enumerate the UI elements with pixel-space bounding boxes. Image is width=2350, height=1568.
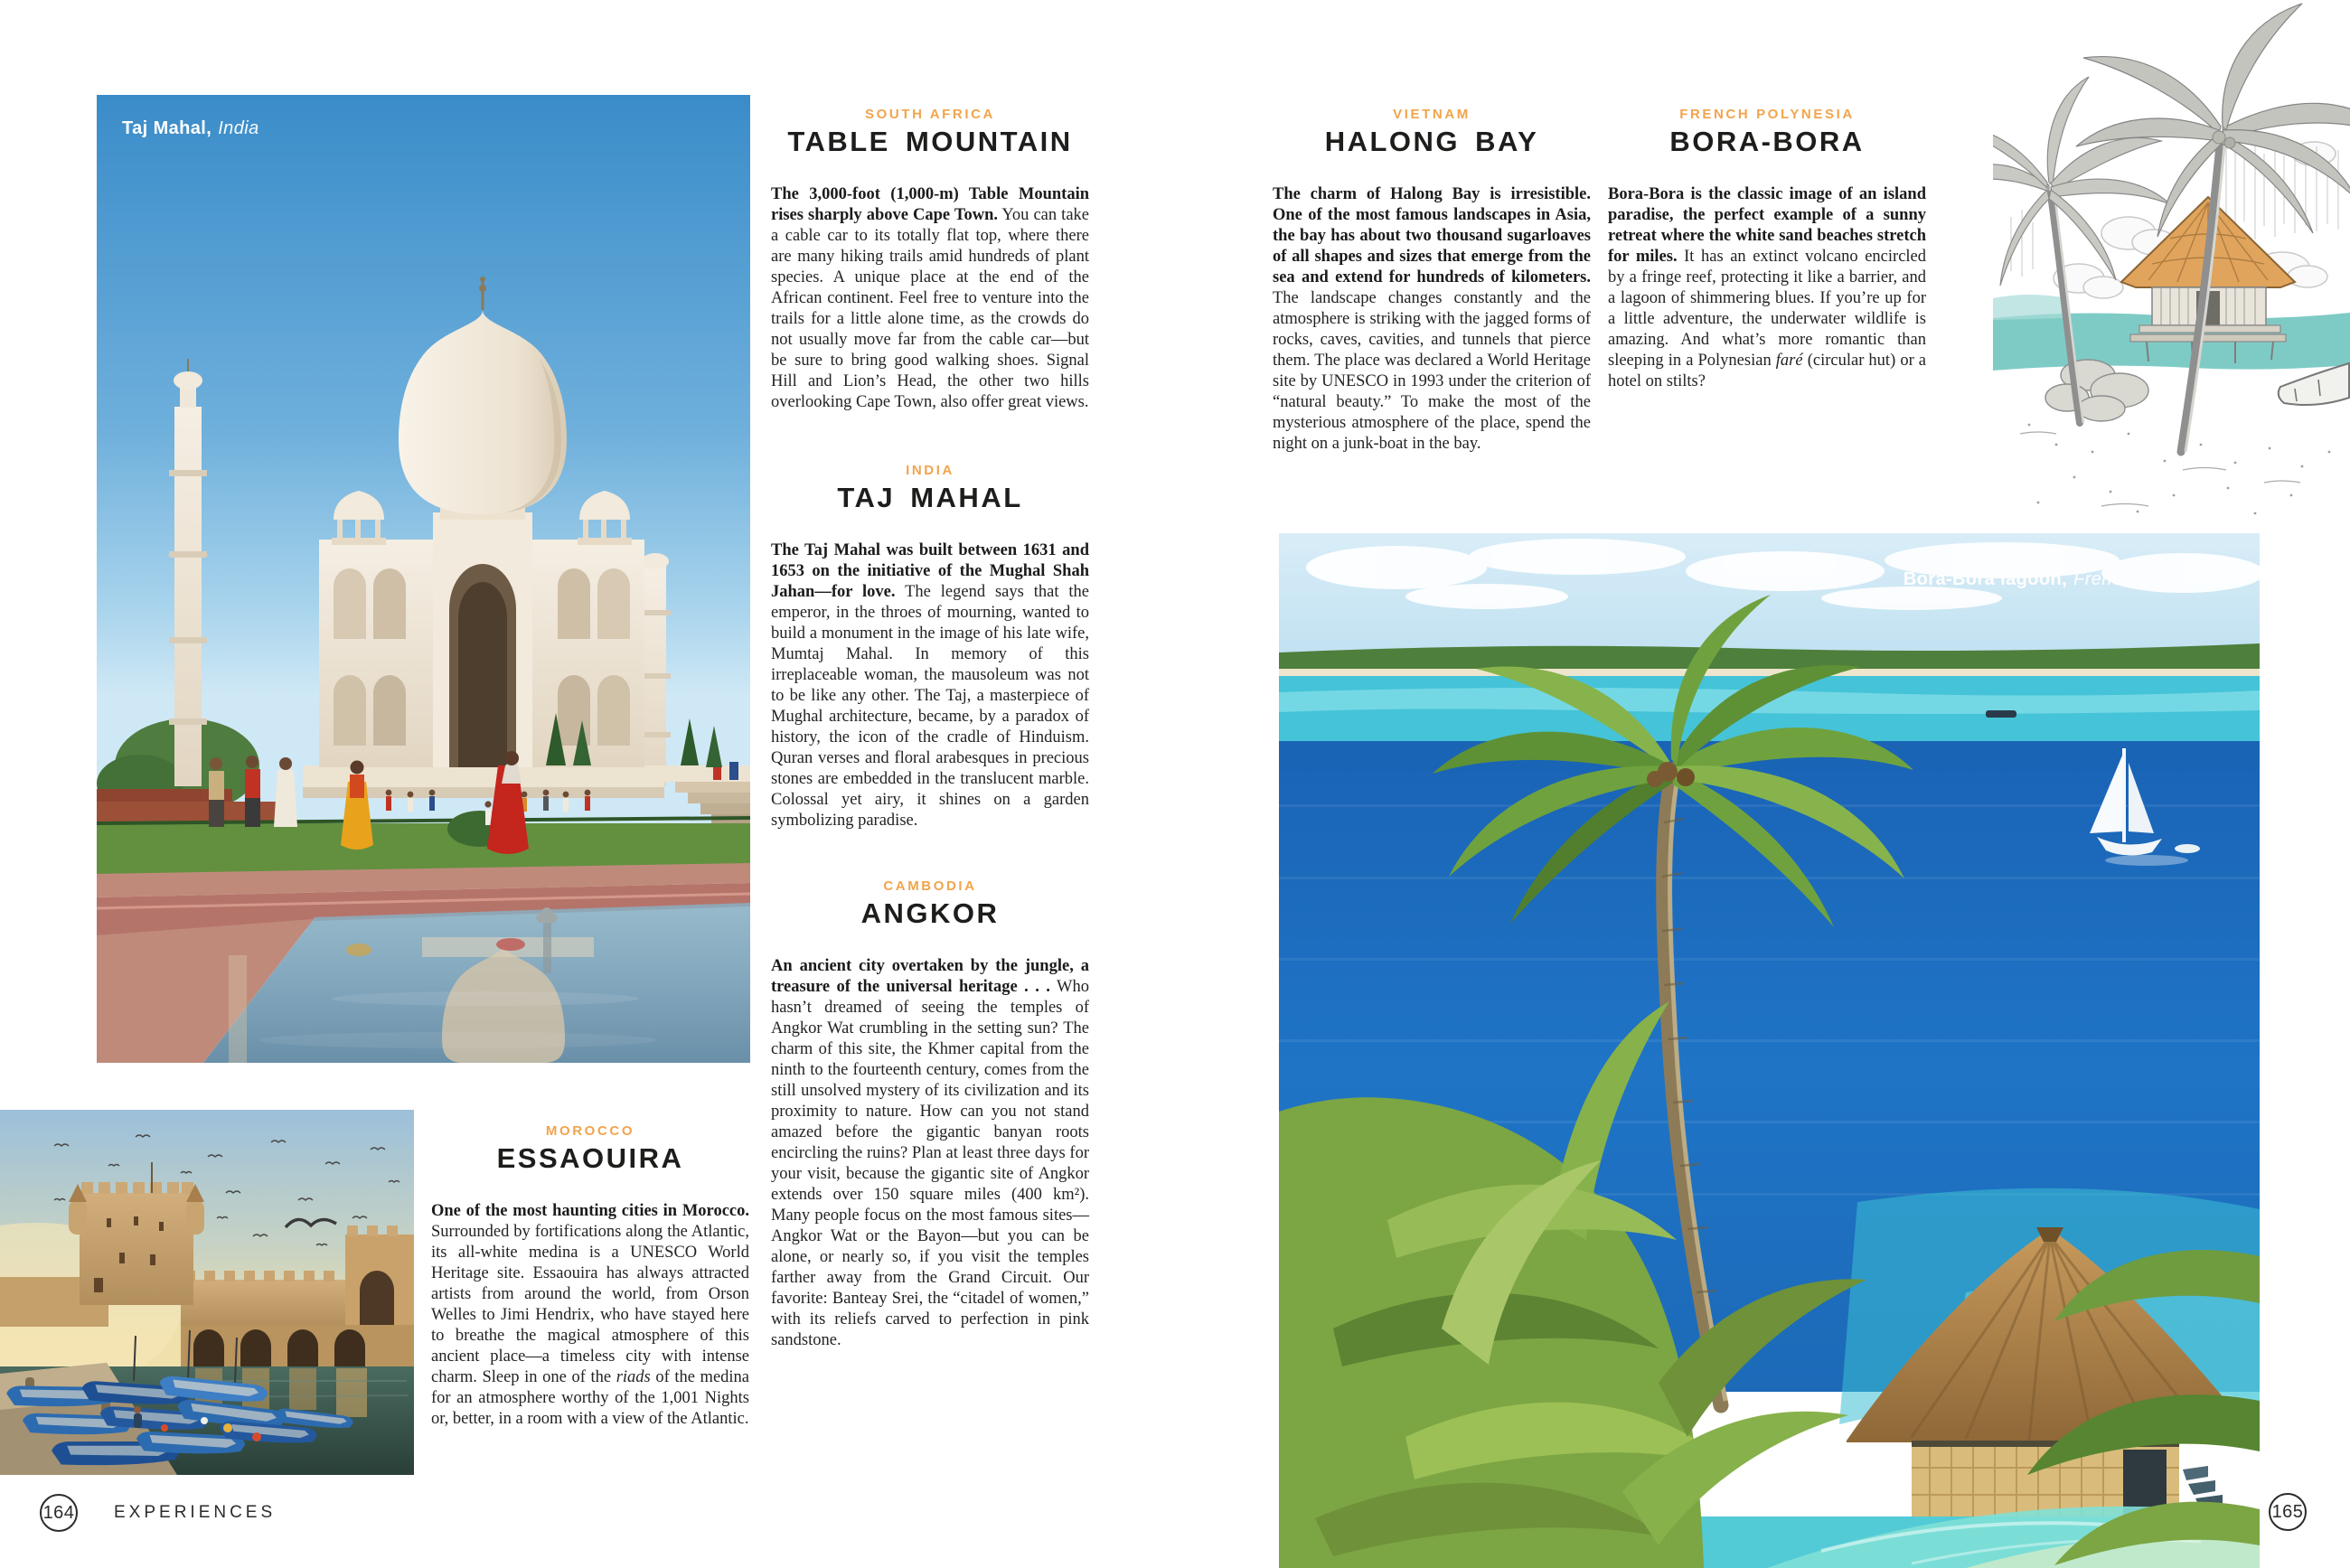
bora-bora-photo-art <box>1279 533 2260 1568</box>
section-title: ANGKOR <box>860 897 1000 929</box>
bora-photo-caption <box>1904 569 2219 590</box>
taj-mahal-photo <box>97 95 750 1063</box>
section-text: Who hasn’t dreamed of seeing the temples of Angkor Wat crumbling in the setting sun? The charm of this site, the Khmer capital from the ninth to the fourteenth century, comes from the still unsolved mystery of its civilization and its proximity to nature. How can you not stand amazed before the gigantic banyan roots encircling the ruins? Plan at least three days for your visit, because the gigantic site of Angkor extends over 150 square miles (400 km²). Many people focus on the most famous sites—Angkor Wat or the Bayon—but you can be alone, or nearly so, if you visit the temples farther away from the Grand Circuit. Our favorite: Banteay Srei, the “citadel of women,” with its reliefs carved to perfection in pink sandstone. <box>771 978 1089 1349</box>
italic-term: riads <box>616 1368 651 1386</box>
country-label: FRENCH POLYNESIA <box>1679 107 1855 122</box>
bora-bora-photo <box>1279 533 2260 1568</box>
section-text: The landscape changes constantly and the atmosphere is striking with the jagged forms of rocks, caves, cavities, and tunnels that pierce them. The place was declared a World Heritage site by UNESCO in 1993 under the criterion of “natural beauty.” To make the most of the mysterious atmosphere of the place, spend the night on a junk-boat in the bay. <box>1273 289 1591 453</box>
section-text: You can take a cable car to its totally flat top, where there are many hiking trails amid hundreds of plant species. A unique place at the end of the African continent. Feel free to venture into the trails for a little alone time, as the crowds do not usually move far from the cable car—but be sure to bring good walking shoes. Signal Hill and Lion’s Head, the other two hills overlooking Cape Town, also offer great views. <box>771 206 1089 411</box>
section-essaouira <box>431 1123 749 1447</box>
section-body <box>771 540 1089 831</box>
footer-section-label: EXPERIENCES <box>114 1503 277 1522</box>
section-lead: The 3,000-foot (1,000-m) Table Mountain rises sharply above Cape Town. <box>771 185 1089 224</box>
country-label: INDIA <box>906 463 954 478</box>
section-text: The legend says that the emperor, in the throes of mourning, wanted to build a monument in the image of his late wife, Mumtaj Mahal. In memory of this irreplaceable woman, the mausoleum was not to be like any other. The Taj, a masterpiece of Mughal architecture, became, by a paradox of history, the icon of the cradle of Hinduism. Quran verses and floral arabesques in precious stones are embedded in the translucent marble. Colossal yet airy, it shines on a garden symbolizing paradise. <box>771 583 1090 830</box>
section-body <box>431 1201 749 1430</box>
section-title: HALONG BAY <box>1324 126 1539 157</box>
page-number-badge: 164 <box>40 1494 78 1532</box>
section-body <box>771 956 1089 1351</box>
caption-country: India <box>218 118 259 138</box>
section-body <box>1608 184 1926 392</box>
taj-mahal-photo-art <box>97 95 750 1063</box>
country-label: VIETNAM <box>1393 107 1471 122</box>
section-title: TABLE MOUNTAIN <box>787 126 1073 157</box>
sketch-bush <box>2045 360 2148 421</box>
palm-a-fronds <box>1993 77 2170 286</box>
section-lead: The Taj Mahal was built between 1631 and 1653 on the initiative of the Mughal Shah Jahan—for love. <box>771 541 1089 601</box>
section-lead: An ancient city overtaken by the jungle, a treasure of the universal heritage . . . <box>771 957 1089 996</box>
footer-left <box>40 1494 276 1532</box>
italic-term: faré <box>1775 352 1803 370</box>
section-title: TAJ MAHAL <box>837 482 1023 513</box>
section-table-mountain <box>771 107 1089 430</box>
ground-strokes <box>2020 432 2300 506</box>
section-text: It has an extinct volcano encircled by a fringe reef, protecting it like a barrier, and a lagoon of shimmering blues. If you’re up for a little adventure, the underwater wildlife is amazing. And what’s more romantic than sleeping in a Polynesian <box>1608 248 1927 370</box>
section-taj-mahal <box>771 463 1089 849</box>
section-title: BORA-BORA <box>1669 126 1865 157</box>
country-label: MOROCCO <box>545 1123 635 1139</box>
essaouira-photo-art <box>0 1110 414 1475</box>
sketch-art <box>1993 0 2350 529</box>
caption-place: Bora-Bora lagoon, <box>1903 569 2068 589</box>
caption-country: French Polynesia <box>2073 569 2219 589</box>
section-text-after: (circular hut) or a hotel on stilts? <box>1608 352 1927 390</box>
section-text: Surrounded by fortifications along the Atlantic, its all-white medina is a UNESCO World Heritage site. Essaouira has always attracted artists from around the world, from Orson Welles to Jimi Hendrix, who have stayed here to breathe the magical atmosphere of this ancient place—a timeless city with intense charm. Sleep in one of the <box>431 1223 749 1386</box>
essaouira-photo <box>0 1110 414 1475</box>
section-lead: One of the most haunting cities in Morocco. <box>431 1202 749 1220</box>
footer-right <box>2269 1493 2307 1531</box>
section-body <box>771 184 1089 413</box>
section-bora-bora <box>1608 107 1926 409</box>
taj-photo-caption <box>122 118 259 139</box>
country-label: SOUTH AFRICA <box>865 107 995 122</box>
section-lead: Bora-Bora is the classic image of an island paradise, the perfect example of a sunny retreat where the white sand beaches stretch for miles. <box>1608 185 1926 266</box>
section-text-after: of the medina for an atmosphere worthy of the 1,001 Nights or, better, in a room with a view of the Atlantic. <box>431 1368 750 1428</box>
page-number-badge: 165 <box>2269 1493 2307 1531</box>
palm-hut-sketch-illustration <box>1993 0 2350 529</box>
section-lead: The charm of Halong Bay is irresistible. One of the most famous landscapes in Asia, the bay has about two thousand sugarloaves of all shapes and sizes that emerge from the sea and extend for hundreds of kilometers. <box>1273 185 1591 286</box>
section-halong-bay <box>1273 107 1591 472</box>
section-title: ESSAOUIRA <box>496 1142 684 1174</box>
country-label: CAMBODIA <box>883 878 977 894</box>
caption-place: Taj Mahal, <box>122 118 212 138</box>
section-body <box>1273 184 1591 455</box>
section-angkor <box>771 878 1089 1368</box>
